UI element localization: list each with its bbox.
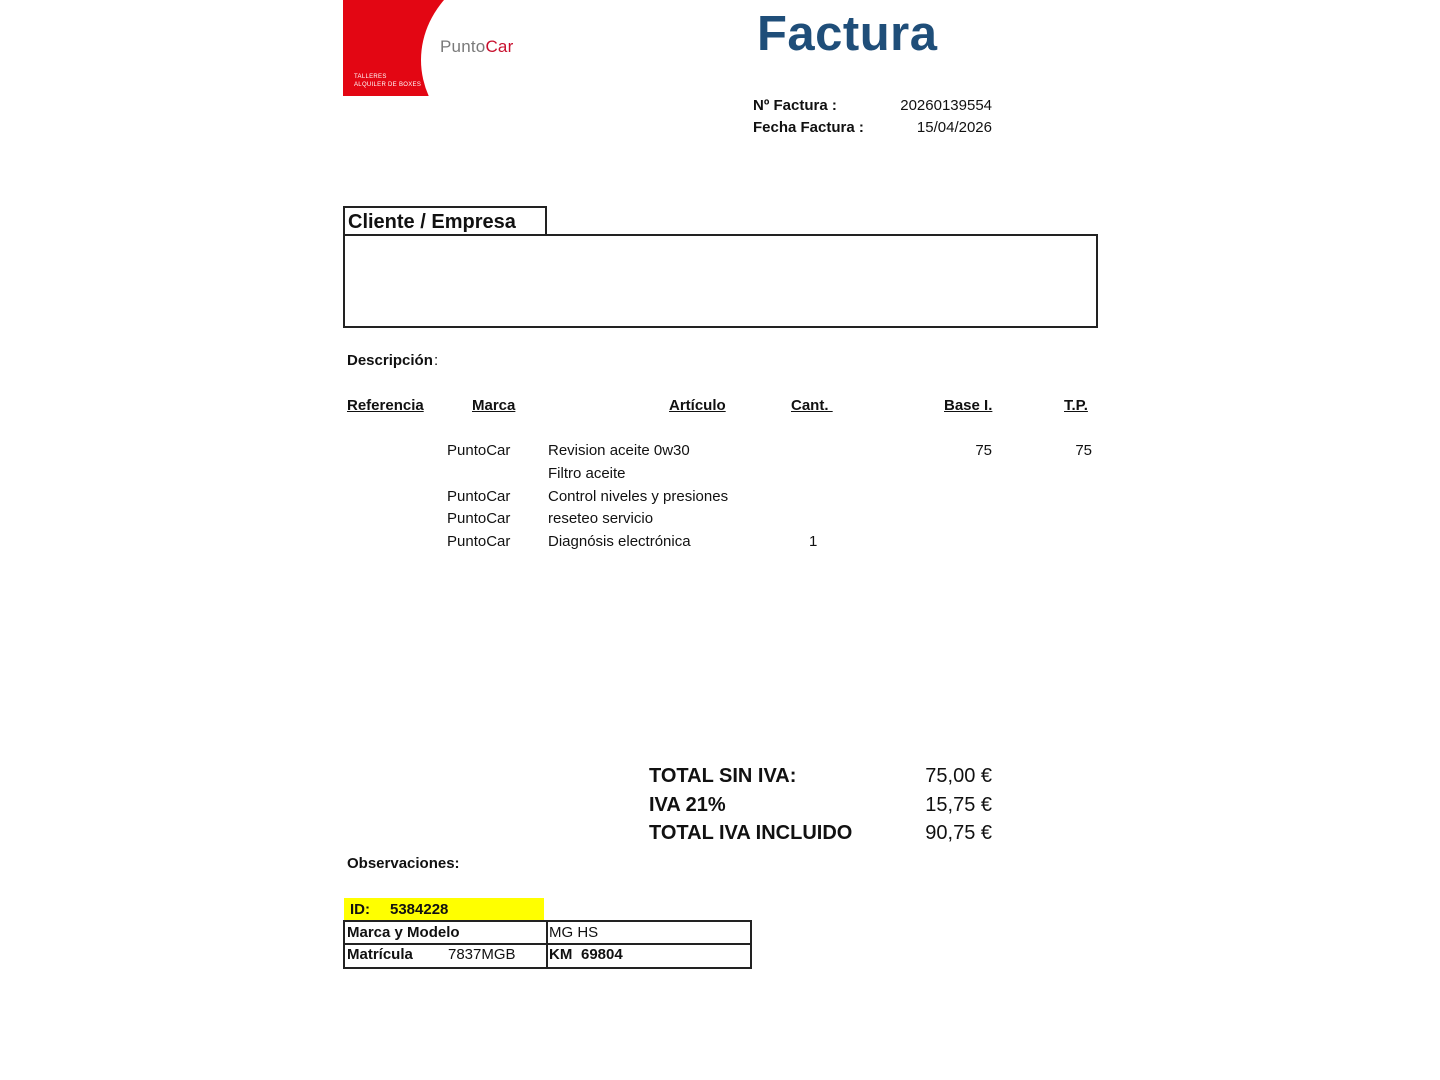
- line-marca: PuntoCar: [447, 533, 511, 550]
- line-marca: PuntoCar: [447, 488, 511, 505]
- line-marca: PuntoCar: [447, 510, 511, 527]
- line-articulo: Control niveles y presiones: [548, 488, 729, 505]
- line-tp: 75: [1075, 442, 1092, 459]
- table-divider: [546, 922, 548, 967]
- line-articulo: Filtro aceite: [548, 465, 626, 482]
- invoice-number: 20260139554: [900, 97, 992, 114]
- vehicle-id: 5384228: [390, 901, 449, 918]
- vehicle-table: [343, 920, 752, 969]
- invoice-date-label: Fecha Factura :: [753, 119, 864, 136]
- col-articulo: Artículo: [669, 397, 726, 414]
- observaciones-label: Observaciones:: [347, 855, 460, 872]
- total-iva-incluido-label: TOTAL IVA INCLUIDO: [649, 822, 853, 844]
- vehicle-plate-label: Matrícula: [347, 946, 413, 963]
- iva-amount: 15,75 €: [925, 794, 992, 816]
- vehicle-km: 69804: [581, 946, 623, 963]
- col-tp: T.P.: [1064, 397, 1088, 414]
- col-base: Base I.: [944, 397, 993, 414]
- client-label: Cliente / Empresa: [348, 211, 516, 233]
- vehicle-id-bar: [344, 898, 544, 920]
- col-referencia: Referencia: [347, 397, 424, 414]
- vehicle-model: MG HS: [549, 924, 599, 941]
- vehicle-model-label: Marca y Modelo: [347, 924, 460, 941]
- line-marca: PuntoCar: [447, 442, 511, 459]
- client-header: [343, 206, 547, 236]
- total-sin-iva-label: TOTAL SIN IVA:: [649, 765, 797, 787]
- invoice-title: Factura: [757, 7, 938, 61]
- description-label: Descripción: [347, 352, 433, 369]
- description-colon: :: [434, 352, 439, 369]
- total-sin-iva: 75,00 €: [925, 765, 992, 787]
- col-cant: Cant.: [791, 397, 833, 414]
- col-marca: Marca: [472, 397, 516, 414]
- invoice-date: 15/04/2026: [916, 119, 992, 136]
- iva-label: IVA 21%: [649, 794, 726, 816]
- line-base: 75: [975, 442, 992, 459]
- vehicle-id-label: ID:: [350, 901, 370, 918]
- line-articulo: Diagnósis electrónica: [548, 533, 691, 550]
- line-articulo: reseteo servicio: [548, 510, 654, 527]
- invoice-number-label: Nº Factura :: [753, 97, 837, 114]
- company-logo: [343, 0, 533, 96]
- client-box: [343, 234, 1098, 328]
- logo-tagline: TALLERES ALQUILER DE BOXES: [354, 74, 422, 88]
- line-cant: 1: [809, 533, 818, 550]
- total-iva-incluido: 90,75 €: [925, 822, 992, 844]
- vehicle-km-label: KM: [549, 946, 573, 963]
- logo-wordmark: PuntoCar: [440, 37, 514, 56]
- line-articulo: Revision aceite 0w30: [548, 442, 690, 459]
- vehicle-plate: 7837MGB: [448, 946, 516, 963]
